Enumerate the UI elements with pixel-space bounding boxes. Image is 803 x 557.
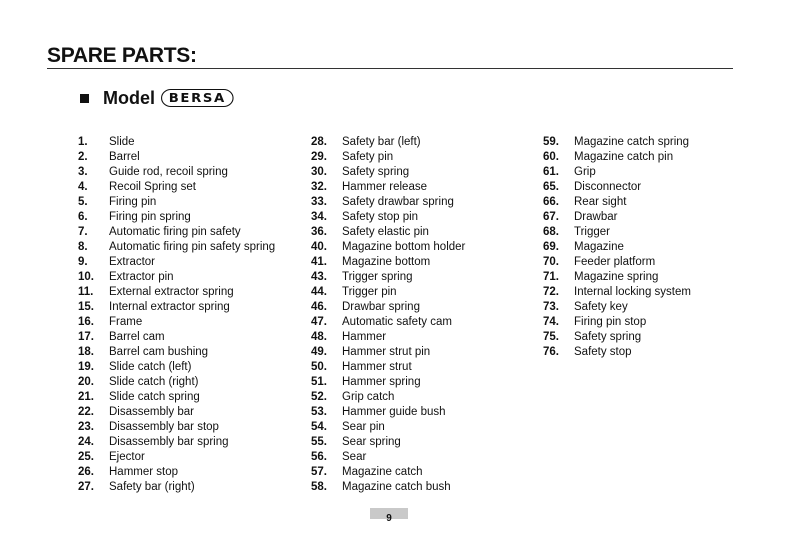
part-list-item — [543, 315, 691, 330]
part-name: Magazine bottom — [342, 256, 431, 268]
part-number: 69. — [543, 241, 559, 253]
brand-logo: BERSA — [161, 89, 234, 107]
part-name: Safety key — [574, 301, 628, 313]
part-number: 15. — [78, 301, 94, 313]
part-name: Extractor pin — [109, 271, 174, 283]
part-number: 23. — [78, 421, 94, 433]
part-name: Disassembly bar stop — [109, 421, 219, 433]
part-number: 22. — [78, 406, 94, 418]
part-list-item — [78, 465, 275, 480]
part-name: Magazine catch — [342, 466, 423, 478]
part-list-item — [311, 270, 465, 285]
part-list-item — [543, 255, 691, 270]
part-name: Trigger — [574, 226, 610, 238]
part-name: Firing pin — [109, 196, 157, 208]
part-number: 1. — [78, 136, 88, 148]
part-list-item — [311, 480, 465, 495]
part-name: External extractor spring — [109, 286, 234, 298]
part-list-item — [311, 195, 465, 210]
part-list-item — [78, 345, 275, 360]
part-list-item — [78, 390, 275, 405]
part-name: Slide catch (right) — [109, 376, 199, 388]
part-list-item — [78, 300, 275, 315]
part-list-item — [311, 450, 465, 465]
part-number: 48. — [311, 331, 327, 343]
part-name: Safety elastic pin — [342, 226, 429, 238]
part-list-item — [311, 150, 465, 165]
part-name: Safety bar (right) — [109, 481, 195, 493]
part-name: Guide rod, recoil spring — [109, 166, 228, 178]
part-name: Barrel — [109, 151, 140, 163]
part-name: Safety stop — [574, 346, 632, 358]
part-number: 59. — [543, 136, 559, 148]
part-name: Magazine — [574, 241, 624, 253]
part-number: 11. — [78, 286, 94, 298]
part-name: Ejector — [109, 451, 145, 463]
part-list-item — [78, 450, 275, 465]
part-number: 53. — [311, 406, 327, 418]
part-list-item — [311, 420, 465, 435]
part-name: Slide catch spring — [109, 391, 200, 403]
part-list-item — [311, 330, 465, 345]
part-number: 27. — [78, 481, 94, 493]
part-number: 43. — [311, 271, 327, 283]
part-list-item — [78, 255, 275, 270]
part-list-item — [311, 360, 465, 375]
part-number: 55. — [311, 436, 327, 448]
part-name: Drawbar — [574, 211, 618, 223]
part-name: Magazine catch bush — [342, 481, 451, 493]
part-number: 65. — [543, 181, 559, 193]
part-list-item — [311, 165, 465, 180]
part-list-item — [311, 345, 465, 360]
part-number: 72. — [543, 286, 559, 298]
part-number: 66. — [543, 196, 559, 208]
part-list-item — [78, 330, 275, 345]
heading-divider — [47, 68, 733, 69]
part-number: 17. — [78, 331, 94, 343]
part-list-item — [543, 285, 691, 300]
part-list-item — [78, 405, 275, 420]
parts-column-1 — [78, 135, 275, 495]
part-list-item — [543, 300, 691, 315]
part-name: Magazine bottom holder — [342, 241, 466, 253]
part-number: 28. — [311, 136, 327, 148]
part-number: 34. — [311, 211, 327, 223]
part-list-item — [78, 270, 275, 285]
part-number: 6. — [78, 211, 88, 223]
part-name: Hammer — [342, 331, 387, 343]
part-name: Magazine spring — [574, 271, 659, 283]
part-number: 47. — [311, 316, 327, 328]
part-list-item — [78, 240, 275, 255]
part-name: Disconnector — [574, 181, 642, 193]
part-list-item — [78, 135, 275, 150]
part-list-item — [311, 435, 465, 450]
model-row — [80, 87, 227, 109]
parts-column-3 — [543, 135, 691, 360]
part-number: 57. — [311, 466, 327, 478]
part-number: 71. — [543, 271, 559, 283]
part-number: 50. — [311, 361, 327, 373]
part-list-item — [78, 375, 275, 390]
part-name: Safety bar (left) — [342, 136, 421, 148]
model-label: Model — [103, 87, 155, 108]
part-number: 16. — [78, 316, 94, 328]
part-number: 25. — [78, 451, 94, 463]
part-list-item — [78, 210, 275, 225]
part-list-item — [311, 135, 465, 150]
part-name: Extractor — [109, 256, 156, 268]
part-number: 21. — [78, 391, 94, 403]
part-name: Safety drawbar spring — [342, 196, 454, 208]
part-number: 33. — [311, 196, 327, 208]
part-name: Firing pin spring — [109, 211, 191, 223]
part-name: Internal locking system — [574, 286, 691, 298]
part-number: 10. — [78, 271, 94, 283]
part-number: 3. — [78, 166, 88, 178]
part-number: 73. — [543, 301, 559, 313]
parts-column-2 — [311, 135, 465, 495]
part-name: Trigger pin — [342, 286, 397, 298]
part-name: Sear pin — [342, 421, 385, 433]
part-number: 9. — [78, 256, 88, 268]
part-name: Automatic firing pin safety — [109, 226, 241, 238]
part-list-item — [78, 285, 275, 300]
part-number: 76. — [543, 346, 559, 358]
part-number: 30. — [311, 166, 327, 178]
part-list-item — [311, 225, 465, 240]
part-name: Barrel cam bushing — [109, 346, 209, 358]
part-name: Safety spring — [342, 166, 410, 178]
part-number: 49. — [311, 346, 327, 358]
part-number: 54. — [311, 421, 327, 433]
part-name: Automatic firing pin safety spring — [109, 241, 276, 253]
square-bullet-icon — [80, 94, 89, 103]
part-name: Disassembly bar — [109, 406, 194, 418]
part-list-item — [543, 210, 691, 225]
part-number: 56. — [311, 451, 327, 463]
part-list-item — [311, 465, 465, 480]
part-name: Grip catch — [342, 391, 395, 403]
part-list-item — [311, 315, 465, 330]
part-list-item — [543, 330, 691, 345]
part-number: 36. — [311, 226, 327, 238]
part-name: Safety spring — [574, 331, 642, 343]
part-name: Hammer strut pin — [342, 346, 431, 358]
part-list-item — [78, 150, 275, 165]
part-number: 68. — [543, 226, 559, 238]
part-number: 29. — [311, 151, 327, 163]
part-name: Disassembly bar spring — [109, 436, 229, 448]
part-name: Firing pin stop — [574, 316, 647, 328]
part-number: 24. — [78, 436, 94, 448]
part-number: 61. — [543, 166, 559, 178]
part-name: Internal extractor spring — [109, 301, 230, 313]
part-number: 60. — [543, 151, 559, 163]
part-list-item — [543, 180, 691, 195]
part-name: Safety pin — [342, 151, 394, 163]
part-number: 44. — [311, 286, 327, 298]
page-number: 9 — [386, 513, 392, 524]
part-name: Feeder platform — [574, 256, 656, 268]
part-list-item — [311, 300, 465, 315]
part-name: Hammer release — [342, 181, 427, 193]
part-list-item — [543, 225, 691, 240]
part-name: Trigger spring — [342, 271, 413, 283]
part-list-item — [543, 135, 691, 150]
part-name: Slide — [109, 136, 135, 148]
part-list-item — [78, 315, 275, 330]
part-name: Barrel cam — [109, 331, 165, 343]
part-list-item — [311, 390, 465, 405]
part-name: Magazine catch pin — [574, 151, 674, 163]
part-list-item — [78, 195, 275, 210]
part-list-item — [543, 240, 691, 255]
part-name: Recoil Spring set — [109, 181, 196, 193]
part-name: Automatic safety cam — [342, 316, 452, 328]
part-list-item — [543, 345, 691, 360]
part-name: Safety stop pin — [342, 211, 419, 223]
part-name: Sear spring — [342, 436, 401, 448]
part-number: 5. — [78, 196, 88, 208]
part-list-item — [311, 255, 465, 270]
part-list-item — [311, 180, 465, 195]
part-name: Hammer stop — [109, 466, 179, 478]
part-name: Magazine catch spring — [574, 136, 690, 148]
page-title: SPARE PARTS: — [47, 44, 197, 67]
part-list-item — [78, 480, 275, 495]
part-name: Hammer spring — [342, 376, 421, 388]
part-list-item — [311, 285, 465, 300]
part-list-item — [543, 150, 691, 165]
part-name: Hammer strut — [342, 361, 412, 373]
page-number-box — [370, 508, 408, 524]
part-number: 18. — [78, 346, 94, 358]
part-number: 32. — [311, 181, 327, 193]
part-number: 46. — [311, 301, 327, 313]
part-number: 4. — [78, 181, 88, 193]
part-name: Slide catch (left) — [109, 361, 192, 373]
part-number: 19. — [78, 361, 94, 373]
part-number: 41. — [311, 256, 327, 268]
part-list-item — [78, 225, 275, 240]
part-list-item — [543, 165, 691, 180]
part-number: 75. — [543, 331, 559, 343]
part-name: Sear — [342, 451, 367, 463]
part-number: 20. — [78, 376, 94, 388]
part-list-item — [78, 420, 275, 435]
part-list-item — [543, 270, 691, 285]
part-list-item — [78, 435, 275, 450]
part-number: 26. — [78, 466, 94, 478]
part-number: 51. — [311, 376, 327, 388]
part-number: 67. — [543, 211, 559, 223]
part-list-item — [311, 210, 465, 225]
part-number: 2. — [78, 151, 88, 163]
part-number: 70. — [543, 256, 559, 268]
part-list-item — [78, 180, 275, 195]
part-list-item — [311, 375, 465, 390]
part-number: 52. — [311, 391, 327, 403]
part-name: Frame — [109, 316, 143, 328]
part-list-item — [543, 195, 691, 210]
part-list-item — [311, 405, 465, 420]
part-list-item — [78, 360, 275, 375]
part-number: 7. — [78, 226, 88, 238]
part-name: Drawbar spring — [342, 301, 420, 313]
part-number: 58. — [311, 481, 327, 493]
part-number: 74. — [543, 316, 559, 328]
part-list-item — [78, 165, 275, 180]
part-name: Grip — [574, 166, 596, 178]
part-list-item — [311, 240, 465, 255]
part-number: 8. — [78, 241, 88, 253]
part-name: Rear sight — [574, 196, 627, 208]
part-name: Hammer guide bush — [342, 406, 446, 418]
part-number: 40. — [311, 241, 327, 253]
